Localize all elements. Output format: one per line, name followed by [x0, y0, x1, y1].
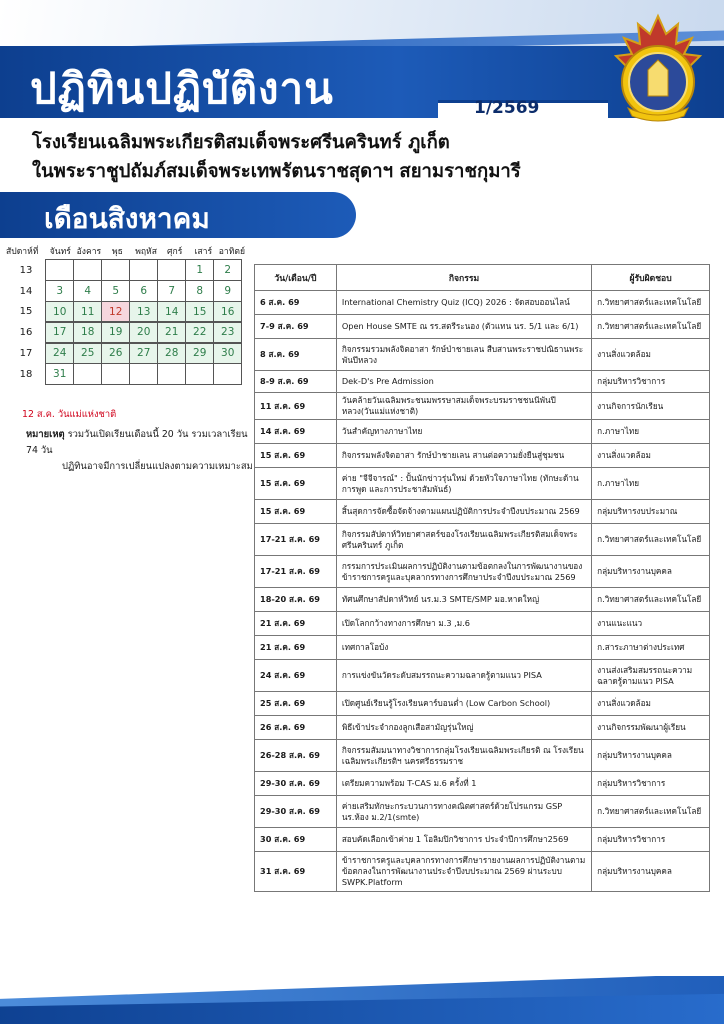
- activity-owner: ก.สาระภาษาต่างประเทศ: [592, 636, 710, 660]
- calendar-day: 18: [73, 322, 102, 343]
- table-row: [255, 420, 710, 444]
- table-row: [255, 612, 710, 636]
- calendar-day: 25: [73, 343, 102, 364]
- table-row: [255, 852, 710, 892]
- activity-name: ค่ายเสริมทักษะกระบวนการทางคณิตศาสตร์ด้วยโปรแกรม GSP นร.ห้อง ม.2/1(smte): [336, 796, 591, 828]
- calendar-day: 19: [101, 322, 130, 343]
- activity-table-body: [255, 291, 710, 892]
- table-row: [255, 588, 710, 612]
- week-number: 14: [19, 285, 33, 297]
- owner-column-header: ผู้รับผิดชอบ: [592, 265, 710, 291]
- calendar-day: 31: [45, 363, 74, 384]
- calendar-day: 20: [129, 322, 158, 343]
- activity-owner: ก.ภาษาไทย: [592, 468, 710, 500]
- table-row: [255, 660, 710, 692]
- activity-owner: ก.วิทยาศาสตร์และเทคโนโลยี: [592, 524, 710, 556]
- calendar-day: 12: [101, 301, 130, 322]
- footer-wave: [0, 976, 724, 1024]
- day-name-header: อังคาร: [76, 247, 102, 257]
- calendar-day: 16: [213, 301, 242, 322]
- calendar-day: 4: [73, 280, 102, 301]
- activity-name: เปิดศูนย์เรียนรู้โรงเรียนคาร์บอนต่ำ (Low Carbon School): [336, 692, 591, 716]
- activity-date: 11 ส.ค. 69: [255, 393, 337, 420]
- calendar-day: 21: [157, 322, 186, 343]
- activity-date: 21 ส.ค. 69: [255, 612, 337, 636]
- calendar-day: 10: [45, 301, 74, 322]
- week-number: 17: [19, 348, 33, 360]
- day-name-header: พฤหัส: [135, 247, 157, 257]
- activity-name: ข้าราชการครูและบุคลากรทางการศึกษารายงานผลการปฏิบัติงานตามข้อตกลงในการพัฒนางานประจำปีงบประมาณ 2569 ผ่านระบบ SWPK.Platform: [336, 852, 591, 892]
- calendar-empty-cell: [101, 259, 130, 280]
- calendar-day: 1: [185, 259, 214, 280]
- calendar-day: 9: [213, 280, 242, 301]
- table-row: [255, 393, 710, 420]
- table-row: [255, 716, 710, 740]
- activity-owner: งานสิ่งแวดล้อม: [592, 692, 710, 716]
- activity-date: 26 ส.ค. 69: [255, 716, 337, 740]
- calendar-empty-cell: [101, 363, 130, 384]
- activity-name: International Chemistry Quiz (ICQ) 2026 : จัดสอบออนไลน์: [336, 291, 591, 315]
- calendar-week-row: [6, 302, 248, 323]
- activity-date: 31 ส.ค. 69: [255, 852, 337, 892]
- activity-name: พิธีเข้าประจำกองลูกเสือสามัญรุ่นใหญ่: [336, 716, 591, 740]
- calendar-day: 17: [45, 322, 74, 343]
- calendar-day: 29: [185, 343, 214, 364]
- calendar-empty-cell: [129, 363, 158, 384]
- week-number: 18: [19, 368, 33, 380]
- calendar-day: 23: [213, 322, 242, 343]
- activity-owner: กลุ่มบริหารวิชาการ: [592, 772, 710, 796]
- activity-date: 24 ส.ค. 69: [255, 660, 337, 692]
- table-row: [255, 772, 710, 796]
- activity-name: กิจกรรมสัมมนาทางวิชาการกลุ่มโรงเรียนเฉลิมพระเกียรติ ณ โรงเรียนเฉลิมพระเกียรติฯ นครศรีธรรมราช: [336, 740, 591, 772]
- calendar-week-row: [6, 364, 248, 385]
- holiday-note: 12 ส.ค. วันแม่แห่งชาติ: [22, 409, 117, 420]
- activity-owner: กลุ่มบริหารงานบุคคล: [592, 556, 710, 588]
- table-row: [255, 524, 710, 556]
- calendar-empty-cell: [73, 259, 102, 280]
- calendar-day: 30: [213, 343, 242, 364]
- activity-date: 26-28 ส.ค. 69: [255, 740, 337, 772]
- month-calendar: [6, 244, 248, 385]
- activity-name: เตรียมความพร้อม T-CAS ม.6 ครั้งที่ 1: [336, 772, 591, 796]
- remark-line2: ปฏิทินอาจมีการเปลี่ยนแปลงตามความเหมาะสม: [62, 461, 253, 472]
- activity-owner: กลุ่มบริหารวิชาการ: [592, 371, 710, 393]
- calendar-day: 8: [185, 280, 214, 301]
- activity-owner: กลุ่มบริหารงานบุคคล: [592, 852, 710, 892]
- calendar-empty-cell: [157, 259, 186, 280]
- calendar-day: 2: [213, 259, 242, 280]
- calendar-empty-cell: [45, 259, 74, 280]
- remark-label: หมายเหตุ: [26, 429, 65, 440]
- activity-owner: ก.วิทยาศาสตร์และเทคโนโลยี: [592, 315, 710, 339]
- activity-name: วันคล้ายวันเฉลิมพระชนมพรรษาสมเด็จพระบรมราชชนนีพันปีหลวง(วันแม่แห่งชาติ): [336, 393, 591, 420]
- table-row: [255, 556, 710, 588]
- table-row: [255, 468, 710, 500]
- month-title: เดือนสิงหาคม: [44, 202, 210, 235]
- activity-date: 15 ส.ค. 69: [255, 468, 337, 500]
- activity-owner: งานสิ่งแวดล้อม: [592, 444, 710, 468]
- activity-name: เทศกาลโอบ้ง: [336, 636, 591, 660]
- table-row: [255, 636, 710, 660]
- activity-date: 18-20 ส.ค. 69: [255, 588, 337, 612]
- activity-date: 25 ส.ค. 69: [255, 692, 337, 716]
- term-label: 1/2569: [474, 98, 540, 118]
- calendar-day: 22: [185, 322, 214, 343]
- activity-name: สิ้นสุดการจัดซื้อจัดจ้างตามแผนปฏิบัติการประจำปีงบประมาณ 2569: [336, 500, 591, 524]
- activity-date: 6 ส.ค. 69: [255, 291, 337, 315]
- activity-name: วันสำคัญทางภาษาไทย: [336, 420, 591, 444]
- table-row: [255, 291, 710, 315]
- remark-block: [26, 427, 256, 475]
- activity-name: กิจกรรมสัปดาห์วิทยาศาสตร์ของโรงเรียนเฉลิมพระเกียรติสมเด็จพระศรีนครินทร์ ภูเก็ต: [336, 524, 591, 556]
- calendar-day: 14: [157, 301, 186, 322]
- calendar-empty-cell: [129, 259, 158, 280]
- table-row: [255, 740, 710, 772]
- activity-name: Open House SMTE ณ รร.สตรีระนอง (ตัวแทน นร. 5/1 และ 6/1): [336, 315, 591, 339]
- calendar-body: [6, 260, 248, 385]
- activity-name: การแข่งขันวัดระดับสมรรถนะความฉลาดรู้ตามแนว PISA: [336, 660, 591, 692]
- activity-owner: กลุ่มบริหารงานบุคคล: [592, 740, 710, 772]
- activity-owner: ก.วิทยาศาสตร์และเทคโนโลยี: [592, 291, 710, 315]
- activity-owner: กลุ่มบริหารวิชาการ: [592, 828, 710, 852]
- day-name-header: อาทิตย์: [218, 247, 245, 257]
- calendar-day: 13: [129, 301, 158, 322]
- activity-column-header: กิจกรรม: [336, 265, 591, 291]
- table-row: [255, 315, 710, 339]
- activity-name: เปิดโลกกว้างทางการศึกษา ม.3 ,ม.6: [336, 612, 591, 636]
- activity-name: กรรมการประเมินผลการปฏิบัติงานตามข้อตกลงในการพัฒนางานของข้าราชการครูและบุคลากรทางการศึกษาประจำปีงบประมาณ 2569: [336, 556, 591, 588]
- day-name-header: จันทร์: [49, 247, 71, 257]
- table-row: [255, 796, 710, 828]
- activity-owner: งานส่งเสริมสมรรถนะความฉลาดรู้ตามแนว PISA: [592, 660, 710, 692]
- calendar-day: 26: [101, 343, 130, 364]
- activity-date: 30 ส.ค. 69: [255, 828, 337, 852]
- activity-owner: งานกิจการนักเรียน: [592, 393, 710, 420]
- calendar-week-row: [6, 260, 248, 281]
- calendar-empty-cell: [157, 363, 186, 384]
- calendar-day: 3: [45, 280, 74, 301]
- calendar-empty-cell: [185, 363, 214, 384]
- table-row: [255, 500, 710, 524]
- week-number: 13: [19, 264, 33, 276]
- table-row: [255, 339, 710, 371]
- calendar-empty-cell: [73, 363, 102, 384]
- week-number-header: สัปดาห์ที่: [6, 247, 39, 257]
- activity-date: 8-9 ส.ค. 69: [255, 371, 337, 393]
- table-row: [255, 828, 710, 852]
- day-name-header: เสาร์: [194, 247, 213, 257]
- page-title: ปฏิทินปฏิบัติงาน: [30, 64, 334, 113]
- calendar-week-row: [6, 281, 248, 302]
- calendar-day: 28: [157, 343, 186, 364]
- activity-date: 29-30 ส.ค. 69: [255, 772, 337, 796]
- activity-owner: กลุ่มบริหารงบประมาณ: [592, 500, 710, 524]
- activity-name: ทัศนศึกษาสัปดาห์วิทย์ นร.ม.3 SMTE/SMP มอ.หาดใหญ่: [336, 588, 591, 612]
- activity-date: 7-9 ส.ค. 69: [255, 315, 337, 339]
- day-name-header: พุธ: [112, 247, 123, 257]
- activity-owner: ก.วิทยาศาสตร์และเทคโนโลยี: [592, 588, 710, 612]
- activity-date: 17-21 ส.ค. 69: [255, 556, 337, 588]
- calendar-day: 11: [73, 301, 102, 322]
- date-column-header: วัน/เดือน/ปี: [255, 265, 337, 291]
- calendar-day: 15: [185, 301, 214, 322]
- activity-owner: ก.ภาษาไทย: [592, 420, 710, 444]
- activity-date: 8 ส.ค. 69: [255, 339, 337, 371]
- calendar-day: 27: [129, 343, 158, 364]
- remark-line1: รวมวันเปิดเรียนเดือนนี้ 20 วัน รวมเวลาเรียน 74 วัน: [26, 429, 248, 456]
- activity-date: 17-21 ส.ค. 69: [255, 524, 337, 556]
- calendar-day: 24: [45, 343, 74, 364]
- calendar-week-row: [6, 322, 248, 343]
- table-row: [255, 692, 710, 716]
- week-number: 16: [19, 327, 33, 339]
- activity-name: สอบคัดเลือกเข้าค่าย 1 โอลิมปิกวิชาการ ประจำปีการศึกษา2569: [336, 828, 591, 852]
- activity-table: [254, 264, 710, 892]
- activity-date: 21 ส.ค. 69: [255, 636, 337, 660]
- activity-name: กิจกรรมพลังจิตอาสา รักษ์ป่าชายเลน สานต่อความยั่งยืนสู่ชุมชน: [336, 444, 591, 468]
- activity-name: กิจกรรมรวมพลังจิตอาสา รักษ์ป่าชายเลน สืบสานพระราชปณิธานพระพันปีหลวง: [336, 339, 591, 371]
- table-header-row: [255, 265, 710, 291]
- activity-name: Dek-D's Pre Admission: [336, 371, 591, 393]
- calendar-day: 5: [101, 280, 130, 301]
- table-row: [255, 444, 710, 468]
- week-number: 15: [19, 306, 33, 318]
- school-name-line2: ในพระราชูปถัมภ์สมเด็จพระเทพรัตนราชสุดาฯ สยามราชกุมารี: [32, 161, 521, 182]
- day-name-header: ศุกร์: [167, 247, 183, 257]
- school-name-line1: โรงเรียนเฉลิมพระเกียรติสมเด็จพระศรีนครินทร์ ภูเก็ต: [32, 132, 450, 153]
- activity-name: ค่าย "จีจีจารณ์" : ปั้นนักข่าวรุ่นใหม่ ด้วยหัวใจภาษาไทย (ทักษะด้านการพูด และการประชาสัมพันธ์): [336, 468, 591, 500]
- calendar-day: 7: [157, 280, 186, 301]
- activity-owner: งานกิจกรรมพัฒนาผู้เรียน: [592, 716, 710, 740]
- calendar-day: 6: [129, 280, 158, 301]
- calendar-week-row: [6, 343, 248, 364]
- activity-date: 14 ส.ค. 69: [255, 420, 337, 444]
- calendar-header: [6, 244, 248, 260]
- calendar-empty-cell: [213, 363, 242, 384]
- activity-owner: งานสิ่งแวดล้อม: [592, 339, 710, 371]
- school-emblem-icon: [604, 12, 712, 124]
- activity-owner: งานแนะแนว: [592, 612, 710, 636]
- activity-date: 15 ส.ค. 69: [255, 444, 337, 468]
- table-row: [255, 371, 710, 393]
- activity-date: 15 ส.ค. 69: [255, 500, 337, 524]
- activity-owner: ก.วิทยาศาสตร์และเทคโนโลยี: [592, 796, 710, 828]
- activity-date: 29-30 ส.ค. 69: [255, 796, 337, 828]
